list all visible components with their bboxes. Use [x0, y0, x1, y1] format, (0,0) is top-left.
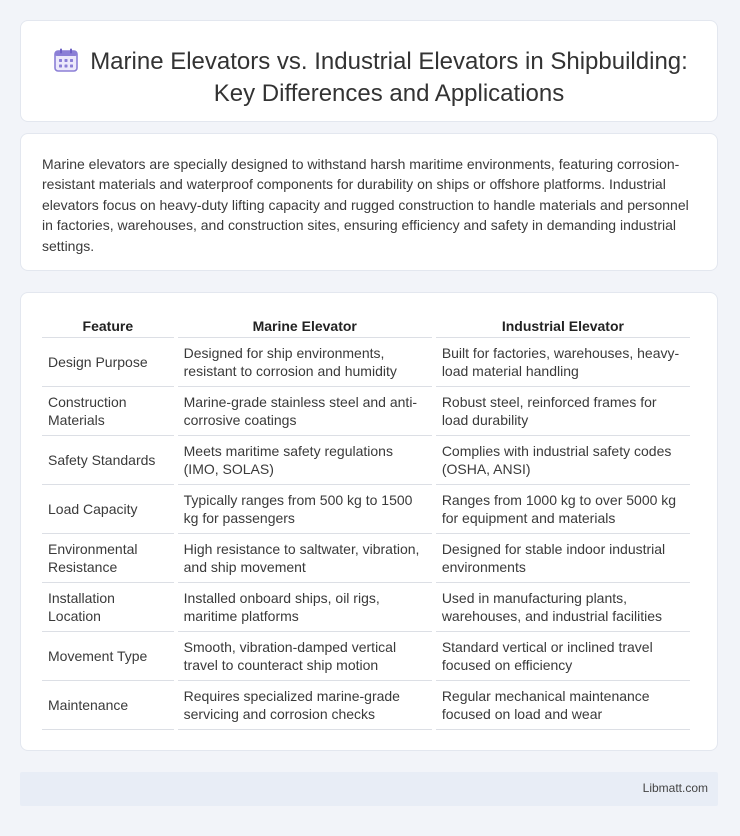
header-industrial-elevator: Industrial Elevator [436, 315, 690, 338]
marine-cell: Installed onboard ships, oil rigs, maritime platforms [178, 583, 432, 632]
marine-cell: Smooth, vibration-damped vertical travel to counteract ship motion [178, 632, 432, 681]
footer-brand-link[interactable]: Libmatt.com [642, 781, 708, 795]
footer-bar [20, 772, 718, 806]
table-row [42, 436, 690, 485]
industrial-cell: Standard vertical or inclined travel focused on efficiency [436, 632, 690, 681]
feature-cell: Construction Materials [42, 387, 174, 436]
industrial-cell: Regular mechanical maintenance focused on load and wear [436, 681, 690, 730]
industrial-cell: Complies with industrial safety codes (OSHA, ANSI) [436, 436, 690, 485]
comparison-table [38, 315, 694, 730]
table-header-row [42, 315, 690, 338]
feature-cell: Movement Type [42, 632, 174, 681]
industrial-cell: Robust steel, reinforced frames for load durability [436, 387, 690, 436]
marine-cell: Designed for ship environments, resistant to corrosion and humidity [178, 338, 432, 387]
title-card [20, 20, 718, 122]
calendar-grid-icon [53, 47, 79, 73]
industrial-cell: Designed for stable indoor industrial environments [436, 534, 690, 583]
feature-cell: Installation Location [42, 583, 174, 632]
table-row [42, 632, 690, 681]
table-row [42, 338, 690, 387]
table-row [42, 534, 690, 583]
industrial-cell: Used in manufacturing plants, warehouses, and industrial facilities [436, 583, 690, 632]
marine-cell: Typically ranges from 500 kg to 1500 kg for passengers [178, 485, 432, 534]
table-row [42, 681, 690, 730]
table-row [42, 387, 690, 436]
intro-paragraph: Marine elevators are specially designed to withstand harsh maritime environments, featuring corrosion-resistant materials and waterproof components for durability on ships or offshore platforms. Industrial elevators focus on heavy-duty lifting capacity and rugged construction to handle materials and personnel in factories, warehouses, and construction sites, ensuring efficiency and safety in demanding industrial settings. [42, 156, 689, 254]
comparison-card [20, 292, 718, 751]
table-row [42, 583, 690, 632]
feature-cell: Environmental Resistance [42, 534, 174, 583]
header-marine-elevator: Marine Elevator [178, 315, 432, 338]
marine-cell: High resistance to saltwater, vibration, and ship movement [178, 534, 432, 583]
feature-cell: Maintenance [42, 681, 174, 730]
header-feature: Feature [42, 315, 174, 338]
industrial-cell: Built for factories, warehouses, heavy-load material handling [436, 338, 690, 387]
feature-cell: Design Purpose [42, 338, 174, 387]
marine-cell: Meets maritime safety regulations (IMO, SOLAS) [178, 436, 432, 485]
intro-card [20, 133, 718, 271]
industrial-cell: Ranges from 1000 kg to over 5000 kg for equipment and materials [436, 485, 690, 534]
feature-cell: Safety Standards [42, 436, 174, 485]
page-title: Marine Elevators vs. Industrial Elevators in Shipbuilding: Key Differences and Applications [90, 48, 688, 107]
table-row [42, 485, 690, 534]
marine-cell: Marine-grade stainless steel and anti-corrosive coatings [178, 387, 432, 436]
marine-cell: Requires specialized marine-grade servicing and corrosion checks [178, 681, 432, 730]
feature-cell: Load Capacity [42, 485, 174, 534]
